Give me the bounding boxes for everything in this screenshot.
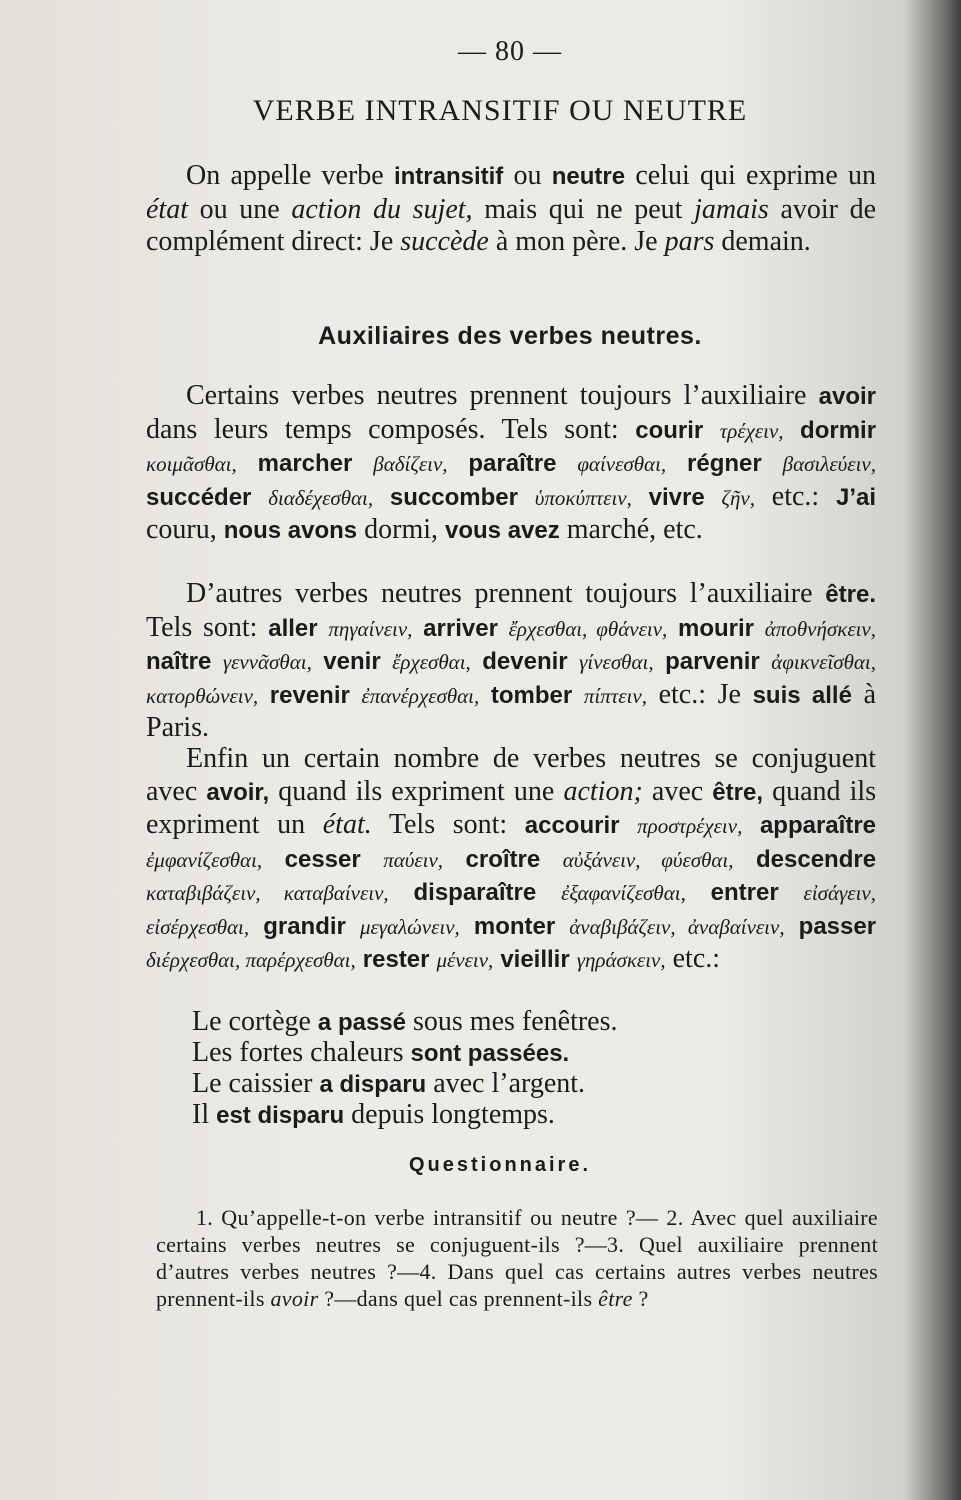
page-number: — 80 — bbox=[458, 36, 562, 67]
section-heading: Auxiliaires des verbes neutres. bbox=[318, 322, 702, 350]
paragraph-avoir: Certains verbes neutres prennent toujours l’auxiliaire avoir dans leurs temps composés. Tels sont: courir τρέχειν, dormir κοιμᾶσθαι, marcher βαδίζειν, paraître φαίνεσθαι, régner βασιλεύειν, succéder διαδέχεσθαι, succomber ὑποκύπτειν, vivre ζῆν, etc.: J’ai couru, nous avons dormi, vous avez marché, etc. bbox=[146, 380, 877, 545]
questionnaire-heading: Questionnaire. bbox=[408, 1154, 592, 1176]
chapter-title: VERBE INTRANSITIF OU NEUTRE bbox=[252, 94, 748, 127]
example-line: Les fortes chaleurs sont passées. bbox=[192, 1037, 570, 1068]
example-line: Le cortège a passé sous mes fenêtres. bbox=[192, 1006, 618, 1037]
paragraph-etre: D’autres verbes neutres prennent toujours l’auxiliaire être. Tels sont: aller πηγαίνειν, arriver ἔρχεσθαι, φθάνειν, mourir ἀποθνήσκειν, naître γεννᾶσθαι, venir ἔρχεσθαι, devenir γίνεσθαι, parvenir ἀφικνεῖσθαι, κατορθώνειν, revenir ἐπανέρχεσθαι, tomber πίπτειν, etc.: Je suis allé à Paris. bbox=[146, 578, 877, 743]
example-line: Il est disparu depuis longtemps. bbox=[192, 1099, 555, 1130]
questionnaire-text: 1. Qu’appelle-t-on verbe intransitif ou neutre ?— 2. Avec quel auxiliaire certains verbes neutres se conjuguent-ils ?—3. Quel auxiliaire prennent d’autres verbes neutres ?—4. Dans quel cas certains autres verbes neutres prennent-ils avoir ?—dans quel cas prennent-ils être ? bbox=[156, 1205, 878, 1311]
example-line: Le caissier a disparu avec l’argent. bbox=[192, 1068, 586, 1099]
intro-paragraph: On appelle verbe intransitif ou neutre celui qui exprime un état ou une action du sujet, mais qui ne peut jamais avoir de complément direct: Je succède à mon père. Je pars demain. bbox=[146, 160, 877, 257]
paragraph-avoir-etre: Enfin un certain nombre de verbes neutres se conjuguent avec avoir, quand ils expriment une action; avec être, quand ils expriment un état. Tels sont: accourir προστρέχειν, apparaître ἐμφανίζεσθαι, cesser παύειν, croître αὐξάνειν, φύεσθαι, descendre καταβιβάζειν, καταβαίνειν, disparaître ἐξαφανίζεσθαι, entrer εἰσάγειν, εἰσέρχεσθαι, grandir μεγαλώνειν, monter ἀναβιβάζειν, ἀναβαίνειν, passer διέρχεσθαι, παρέρχεσθαι, rester μένειν, vieillir γηράσκειν, etc.: bbox=[146, 743, 877, 974]
